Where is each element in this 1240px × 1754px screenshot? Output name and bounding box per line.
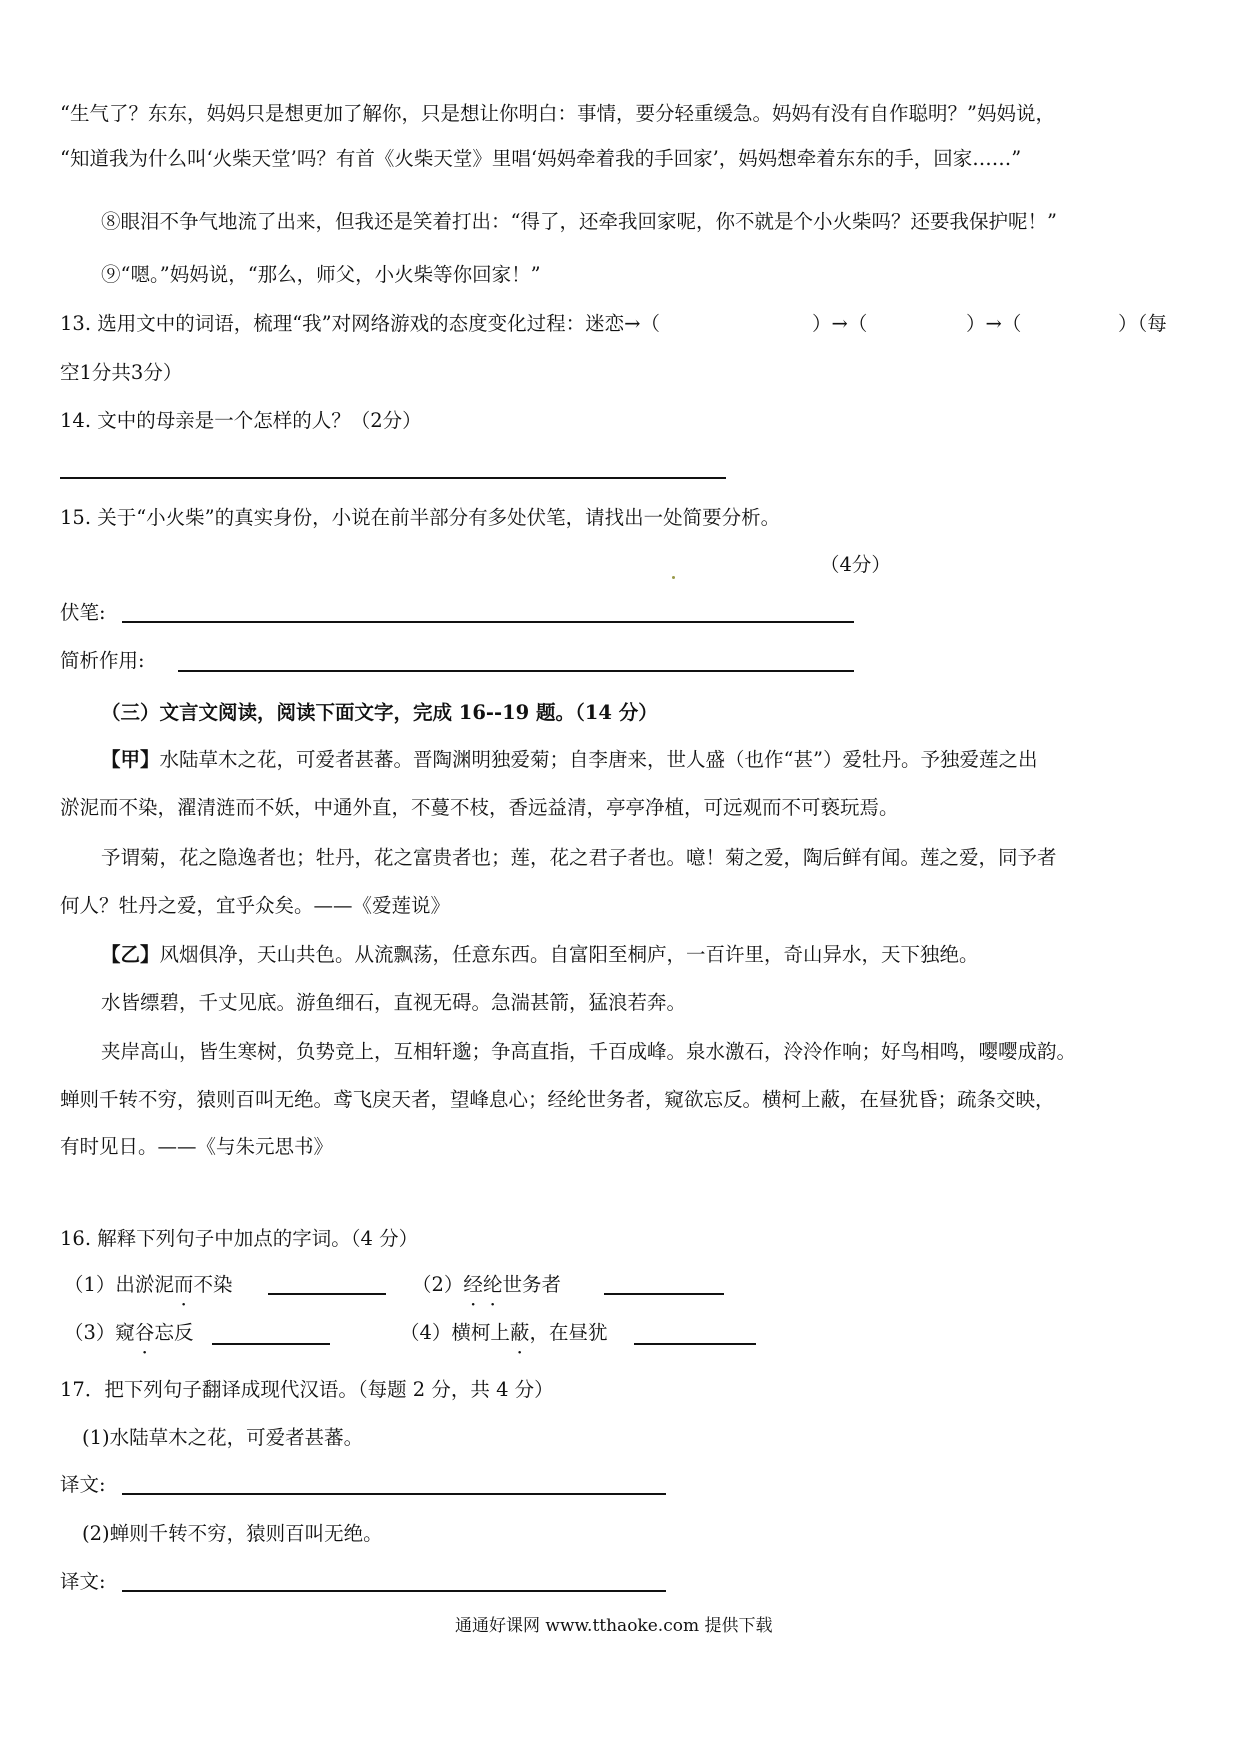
q16-item-1-text-b: 不染 [193, 1273, 233, 1296]
section-3-heading: （三）文言文阅读，阅读下面文字，完成 16--19 题。（14 分） [101, 701, 658, 724]
emphasis-char: 经 [463, 1273, 483, 1296]
answer-line-16-2[interactable] [604, 1293, 724, 1295]
emphasis-char: 而 [173, 1273, 194, 1296]
passage-jia-tag: 【甲】 [101, 748, 160, 771]
question-17-label-2: 译文: [60, 1570, 106, 1593]
q16-item-4 [400, 1320, 607, 1346]
q16-item-3-text-b: 忘反 [154, 1321, 194, 1344]
q16-item-1-text-a: （1）出淤泥 [64, 1273, 174, 1296]
passage-jia-line-1 [101, 747, 1037, 773]
passage-yi-line-5: 有时见日。——《与朱元思书》 [60, 1135, 334, 1158]
emphasis-char: 蔽 [509, 1321, 530, 1344]
answer-line-14[interactable] [60, 477, 726, 479]
story-line-2: “知道我为什么叫‘火柴天堂’吗？有首《火柴天堂》里唱‘妈妈牵着我的手回家’，妈妈想牵着东东的手，回家……” [60, 147, 1022, 170]
passage-yi-line-1-text: 风烟俱净，天山共色。从流飘荡，任意东西。自富阳至桐庐，一百许里，奇山异水，天下独绝。 [159, 943, 979, 966]
question-13-arrow-2: ）→（ [966, 312, 1022, 335]
answer-line-17-2[interactable] [122, 1590, 666, 1592]
q16-item-1 [64, 1272, 232, 1298]
q16-item-4-text-a: （4）横柯上 [400, 1321, 510, 1344]
page-footer: 通通好课网 www.tthaoke.com 提供下载 [455, 1616, 773, 1636]
story-paragraph-8: ⑧眼泪不争气地流了出来，但我还是笑着打出：“得了，还牵我回家呢，你不就是个小火柴吗？还要我保护呢！” [101, 210, 1057, 233]
question-17-sentence-2: (2)蝉则千转不穷，猿则百叫无绝。 [82, 1522, 383, 1545]
emphasis-char: 谷 [134, 1321, 155, 1344]
answer-line-17-1[interactable] [122, 1493, 666, 1495]
passage-jia-line-2: 淤泥而不染，濯清涟而不妖，中通外直，不蔓不枝，香远益清，亭亭净植，可远观而不可亵玩焉。 [60, 796, 899, 819]
passage-jia-line-1-text: 水陆草木之花，可爱者甚蕃。晋陶渊明独爱菊；自李唐来，世人盛（也作“甚”）爱牡丹。予独爱莲之出 [159, 748, 1038, 771]
passage-yi-tag: 【乙】 [101, 943, 160, 966]
question-15-label-analysis: 简析作用: [60, 649, 145, 672]
answer-line-16-1[interactable] [268, 1293, 386, 1295]
passage-yi-line-1 [101, 942, 979, 968]
question-13-line-2: 空1分共3分） [60, 361, 183, 384]
passage-yi-line-4: 蝉则千转不穷，猿则百叫无绝。鸢飞戾天者，望峰息心；经纶世务者，窥欲忘反。横柯上蔽，在昼犹昏；疏条交映， [60, 1088, 1055, 1111]
q16-item-2-text-b: 世务者 [502, 1273, 561, 1296]
question-17: 17．把下列句子翻译成现代汉语。（每题 2 分，共 4 分） [60, 1378, 554, 1401]
question-15-score: （4分） [820, 553, 891, 576]
question-17-sentence-1: (1)水陆草木之花，可爱者甚蕃。 [82, 1426, 364, 1449]
answer-line-15-analysis[interactable] [178, 670, 854, 672]
emphasis-char: 纶 [482, 1273, 503, 1296]
question-15-label-foreshadow: 伏笔: [60, 601, 106, 624]
scan-speck [672, 576, 675, 579]
q16-item-4-text-b: ，在昼犹 [529, 1321, 608, 1344]
q16-item-2-text-a: （2） [412, 1273, 464, 1296]
q16-item-3 [64, 1320, 193, 1346]
passage-yi-line-3: 夹岸高山，皆生寒树，负势竞上，互相轩邈；争高直指，千百成峰。泉水激石，泠泠作响；好鸟相鸣，嘤嘤成韵。 [101, 1040, 1077, 1063]
passage-jia-line-3: 予谓菊，花之隐逸者也；牡丹，花之富贵者也；莲，花之君子者也。噫！菊之爱，陶后鲜有闻。莲之爱，同予者 [101, 846, 1057, 869]
question-13-arrow-1: ）→（ [812, 312, 868, 335]
q16-item-3-text-a: （3）窥 [64, 1321, 135, 1344]
passage-jia-line-4: 何人？牡丹之爱，宜乎众矣。——《爱莲说》 [60, 894, 451, 917]
question-13-start: 13. 选用文中的词语，梳理“我”对网络游戏的态度变化过程：迷恋→（ [60, 312, 660, 335]
question-17-label-1: 译文: [60, 1473, 106, 1496]
passage-yi-line-2: 水皆缥碧，千丈见底。游鱼细石，直视无碍。急湍甚箭，猛浪若奔。 [101, 991, 687, 1014]
answer-line-16-3[interactable] [212, 1343, 330, 1345]
question-14: 14. 文中的母亲是一个怎样的人？（2分） [60, 409, 422, 432]
answer-line-16-4[interactable] [634, 1343, 756, 1345]
story-paragraph-9: ⑨“嗯。”妈妈说，“那么，师父，小火柴等你回家！” [101, 263, 541, 286]
answer-line-15-foreshadow[interactable] [122, 621, 854, 623]
question-16: 16. 解释下列句子中加点的字词。（4 分） [60, 1227, 419, 1250]
q16-item-2 [412, 1272, 561, 1298]
story-line-1: “生气了？东东，妈妈只是想更加了解你，只是想让你明白：事情，要分轻重缓急。妈妈有没有自作聪明？”妈妈说， [60, 102, 1055, 125]
question-15: 15. 关于“小火柴”的真实身份，小说在前半部分有多处伏笔，请找出一处简要分析。 [60, 506, 781, 529]
question-13-end: ）（每 [1118, 312, 1167, 335]
